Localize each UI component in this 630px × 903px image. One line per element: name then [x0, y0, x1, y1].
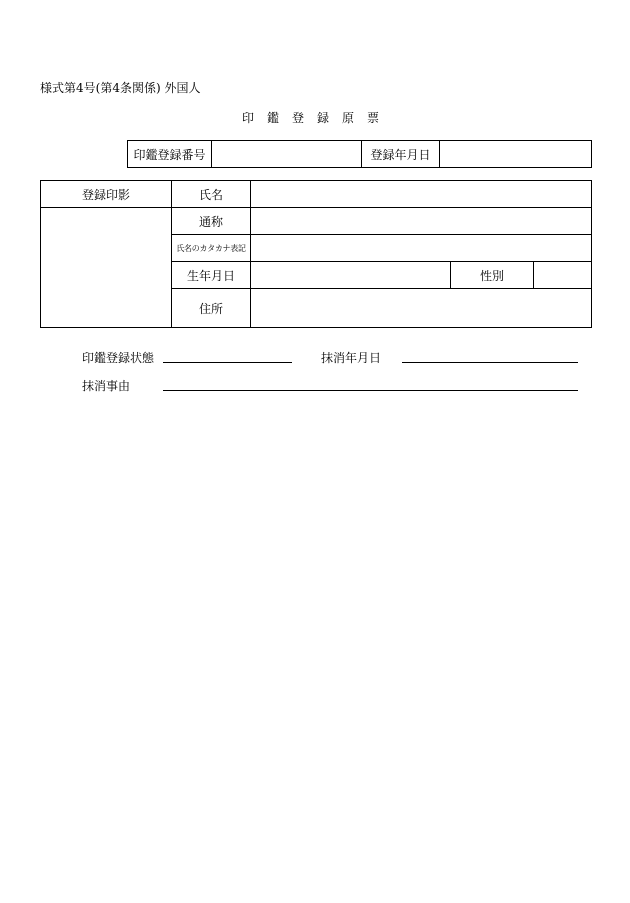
seal-status-label: 印鑑登録状態	[82, 351, 155, 365]
cancel-date-line[interactable]	[402, 362, 578, 363]
registrant-info-table	[40, 180, 592, 328]
katakana-name-label: 氏名のカタカナ表記	[172, 235, 251, 262]
address-field[interactable]	[251, 289, 592, 328]
registration-date-field[interactable]	[440, 141, 592, 168]
cancel-date-label: 抹消年月日	[321, 351, 382, 365]
cancel-reason-label: 抹消事由	[82, 379, 131, 393]
gender-field[interactable]	[534, 262, 592, 289]
alias-label: 通称	[172, 208, 251, 235]
birthdate-label: 生年月日	[172, 262, 251, 289]
registration-header-table	[127, 140, 592, 168]
gender-label: 性別	[451, 262, 534, 289]
alias-field[interactable]	[251, 208, 592, 235]
registration-number-field[interactable]	[212, 141, 362, 168]
registration-date-label: 登録年月日	[362, 141, 440, 168]
seal-status-line[interactable]	[163, 362, 292, 363]
cancel-reason-line[interactable]	[163, 390, 578, 391]
address-label: 住所	[172, 289, 251, 328]
form-number: 様式第4号(第4条関係) 外国人	[40, 81, 201, 95]
birthdate-field[interactable]	[251, 262, 451, 289]
registration-number-label: 印鑑登録番号	[128, 141, 212, 168]
form-title: 印鑑登録原票	[241, 111, 392, 125]
name-field[interactable]	[251, 181, 592, 208]
name-label: 氏名	[172, 181, 251, 208]
registered-seal-box[interactable]	[41, 208, 172, 328]
katakana-name-field[interactable]	[251, 235, 592, 262]
registered-seal-label: 登録印影	[41, 181, 172, 208]
